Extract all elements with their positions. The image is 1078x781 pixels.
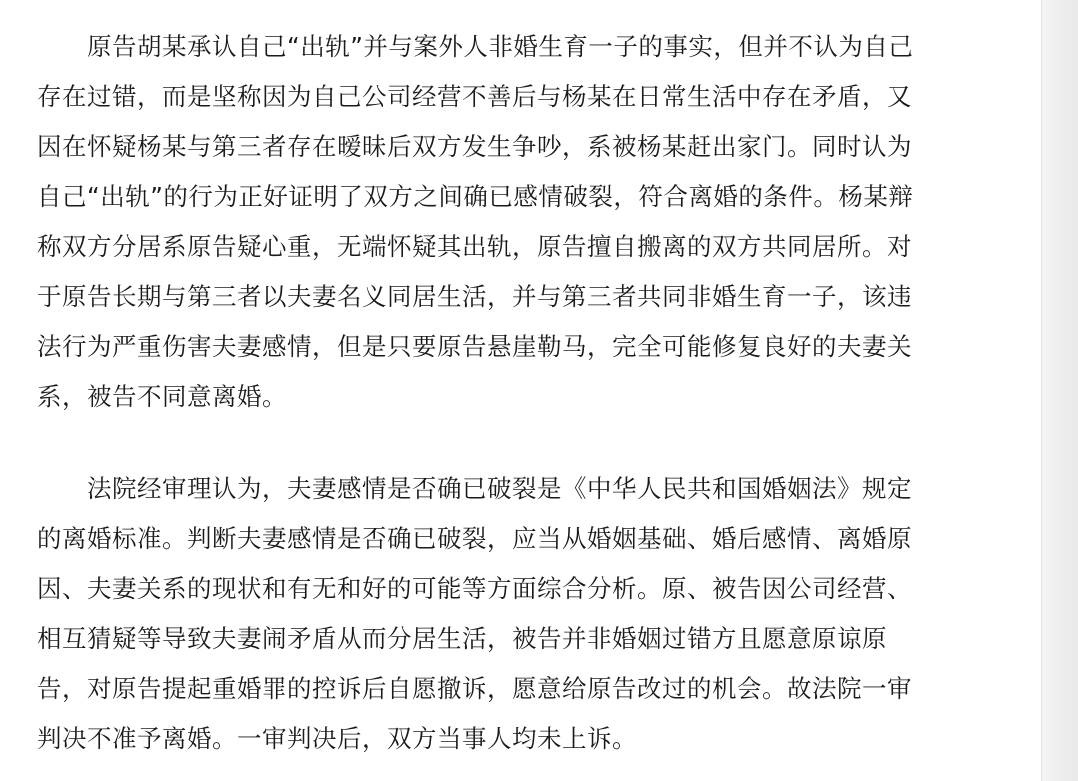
text-line: 自己“出轨”的行为正好证明了双方之间确已感情破裂，符合离婚的条件。杨某辩 xyxy=(37,182,914,211)
text-line: 系，被告不同意离婚。 xyxy=(37,382,287,411)
text-line: 称双方分居系原告疑心重，无端怀疑其出轨，原告擅自搬离的双方共同居所。对 xyxy=(37,232,912,261)
text-line: 法院经审理认为，夫妻感情是否确已破裂是《中华人民共和国婚姻法》规定 xyxy=(37,474,912,503)
paragraph-plaintiff-statement xyxy=(37,22,913,422)
scrollbar[interactable] xyxy=(1041,0,1078,781)
text-line: 的离婚标准。判断夫妻感情是否确已破裂，应当从婚姻基础、婚后感情、离婚原 xyxy=(37,524,912,553)
text-line: 因、夫妻关系的现状和有无和好的可能等方面综合分析。原、被告因公司经营、 xyxy=(37,574,912,603)
paragraph-court-opinion xyxy=(37,464,912,764)
text-line: 于原告长期与第三者以夫妻名义同居生活，并与第三者共同非婚生育一子，该违 xyxy=(37,282,912,311)
text-line: 原告胡某承认自己“出轨”并与案外人非婚生育一子的事实，但并不认为自己 xyxy=(37,32,914,61)
text-line: 告，对原告提起重婚罪的控诉后自愿撤诉，愿意给原告改过的机会。故法院一审 xyxy=(37,674,912,703)
text-line: 存在过错，而是坚称因为自己公司经营不善后与杨某在日常生活中存在矛盾，又 xyxy=(37,82,912,111)
text-line: 相互猜疑等导致夫妻闹矛盾从而分居生活，被告并非婚姻过错方且愿意原谅原 xyxy=(37,624,887,653)
text-line: 判决不准予离婚。一审判决后，双方当事人均未上诉。 xyxy=(37,724,637,753)
text-line: 法行为严重伤害夫妻感情，但是只要原告悬崖勒马，完全可能修复良好的夫妻关 xyxy=(37,332,912,361)
text-line: 因在怀疑杨某与第三者存在暧昧后双方发生争吵，系被杨某赶出家门。同时认为 xyxy=(37,132,912,161)
